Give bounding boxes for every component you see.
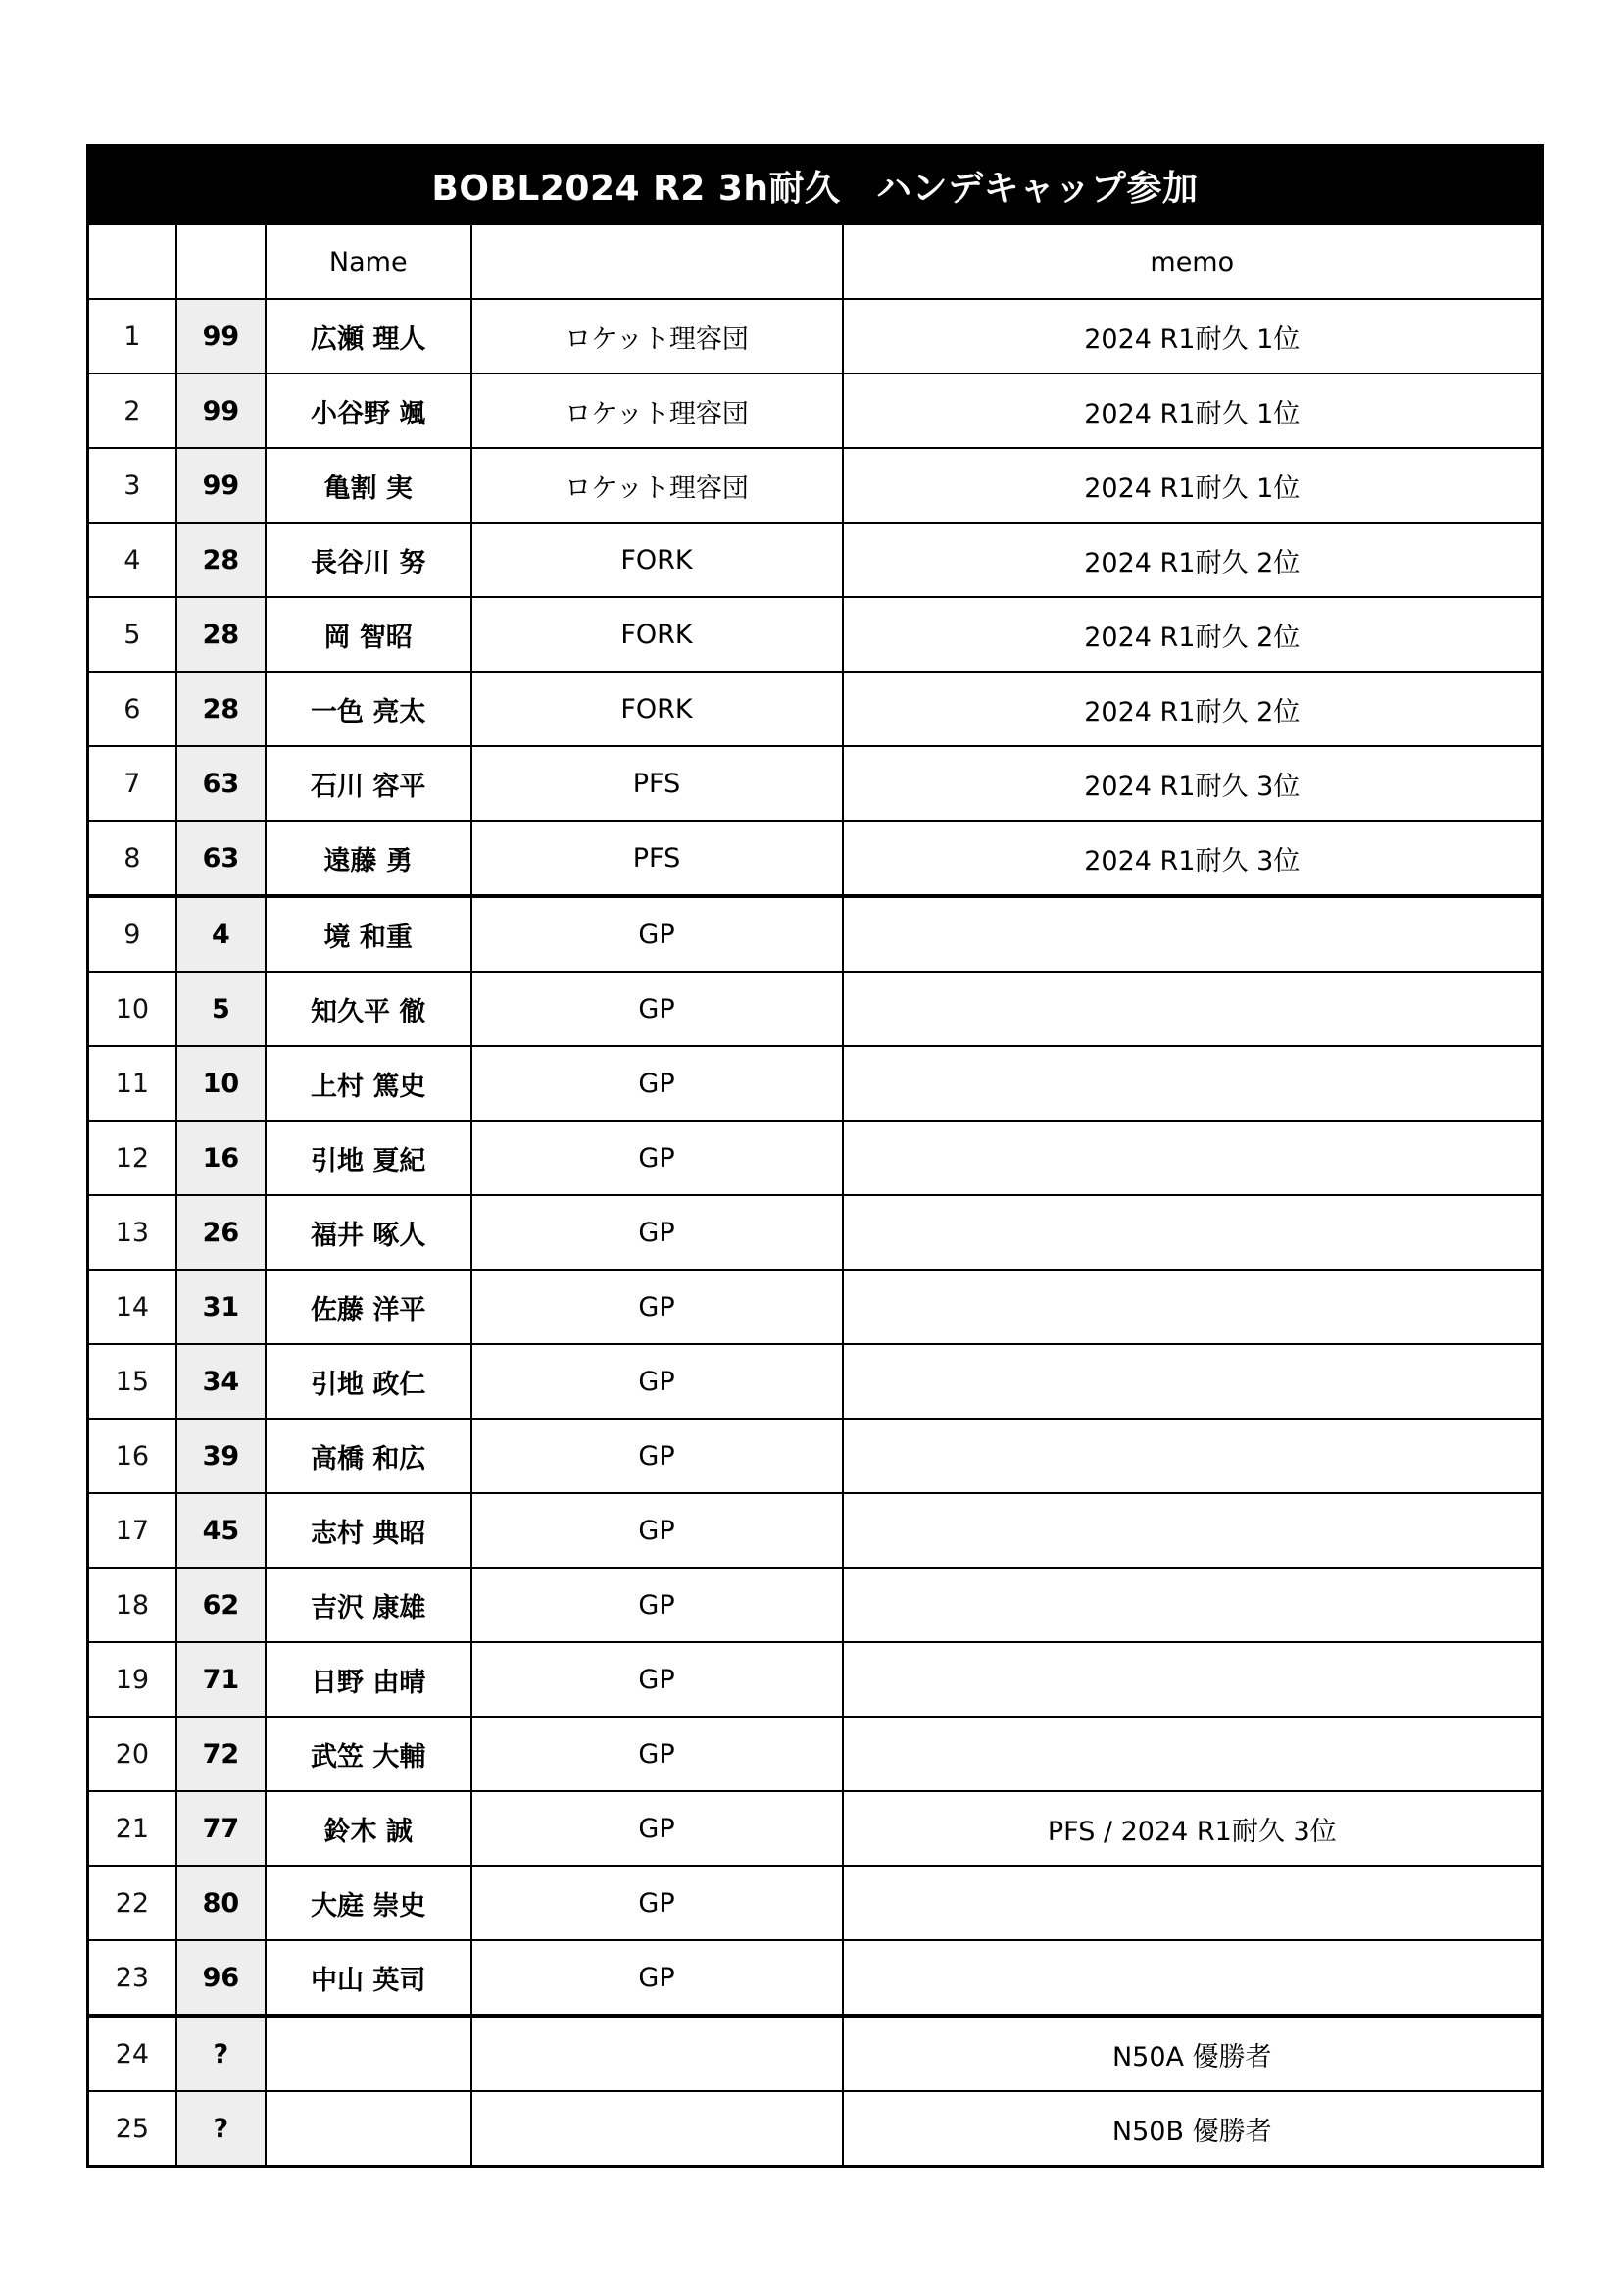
row-index: 3 (88, 448, 176, 523)
table-row (88, 1195, 1543, 1270)
table-row (88, 1046, 1543, 1121)
row-memo (843, 1866, 1543, 1940)
row-name: 上村 篤史 (266, 1046, 471, 1121)
table-row (88, 1493, 1543, 1568)
table-row (88, 672, 1543, 746)
row-number: 45 (176, 1493, 266, 1568)
document-title: BOBL2024 R2 3h耐久 ハンデキャップ参加 (88, 146, 1543, 225)
row-team: GP (471, 1940, 843, 2016)
row-team: GP (471, 1121, 843, 1195)
row-memo (843, 1046, 1543, 1121)
row-name: 境 和重 (266, 896, 471, 972)
row-index: 4 (88, 523, 176, 597)
row-number: 4 (176, 896, 266, 972)
row-name: 志村 典昭 (266, 1493, 471, 1568)
row-memo: N50B 優勝者 (843, 2091, 1543, 2167)
row-name: 武笠 大輔 (266, 1717, 471, 1791)
row-number: 99 (176, 299, 266, 374)
row-name: 一色 亮太 (266, 672, 471, 746)
table-row (88, 374, 1543, 448)
table-row (88, 597, 1543, 672)
row-index: 7 (88, 746, 176, 821)
row-number: 28 (176, 597, 266, 672)
row-memo (843, 1419, 1543, 1493)
row-memo (843, 1195, 1543, 1270)
entry-list-table (86, 144, 1544, 2168)
row-memo (843, 1270, 1543, 1344)
row-name: 吉沢 康雄 (266, 1568, 471, 1642)
table-row (88, 523, 1543, 597)
table-row (88, 1866, 1543, 1940)
row-number: 31 (176, 1270, 266, 1344)
row-index: 23 (88, 1940, 176, 2016)
row-number: ? (176, 2091, 266, 2167)
row-number: 99 (176, 448, 266, 523)
row-memo (843, 1121, 1543, 1195)
row-team: ロケット理容団 (471, 374, 843, 448)
row-index: 6 (88, 672, 176, 746)
row-index: 15 (88, 1344, 176, 1419)
row-index: 22 (88, 1866, 176, 1940)
table-row (88, 1717, 1543, 1791)
row-team: GP (471, 1493, 843, 1568)
row-memo: N50A 優勝者 (843, 2016, 1543, 2091)
row-number: 28 (176, 523, 266, 597)
row-team: GP (471, 896, 843, 972)
row-index: 19 (88, 1642, 176, 1717)
row-name: 知久平 徹 (266, 972, 471, 1046)
table-row (88, 1940, 1543, 2016)
row-team: GP (471, 1419, 843, 1493)
table-row (88, 1791, 1543, 1866)
row-name: 岡 智昭 (266, 597, 471, 672)
row-team (471, 2091, 843, 2167)
row-name: 引地 政仁 (266, 1344, 471, 1419)
row-index: 17 (88, 1493, 176, 1568)
row-index: 25 (88, 2091, 176, 2167)
row-number: 26 (176, 1195, 266, 1270)
row-team: ロケット理容団 (471, 299, 843, 374)
row-team: FORK (471, 672, 843, 746)
row-name: 日野 由晴 (266, 1642, 471, 1717)
column-header-row (88, 225, 1543, 299)
header-team (471, 225, 843, 299)
row-name: 小谷野 颯 (266, 374, 471, 448)
header-number (176, 225, 266, 299)
row-team: FORK (471, 597, 843, 672)
row-index: 5 (88, 597, 176, 672)
row-memo: 2024 R1耐久 1位 (843, 374, 1543, 448)
row-memo: 2024 R1耐久 1位 (843, 448, 1543, 523)
row-memo (843, 1568, 1543, 1642)
row-number: 34 (176, 1344, 266, 1419)
table-row (88, 1344, 1543, 1419)
header-name: Name (266, 225, 471, 299)
table-row (88, 299, 1543, 374)
row-name: 大庭 崇史 (266, 1866, 471, 1940)
row-index: 21 (88, 1791, 176, 1866)
row-index: 11 (88, 1046, 176, 1121)
row-number: 28 (176, 672, 266, 746)
row-number: 62 (176, 1568, 266, 1642)
row-team: GP (471, 1344, 843, 1419)
row-number: 63 (176, 821, 266, 896)
row-index: 18 (88, 1568, 176, 1642)
row-team: GP (471, 1568, 843, 1642)
row-team: GP (471, 1642, 843, 1717)
row-memo: 2024 R1耐久 2位 (843, 672, 1543, 746)
row-index: 9 (88, 896, 176, 972)
table-row (88, 746, 1543, 821)
row-team: FORK (471, 523, 843, 597)
table-row (88, 821, 1543, 896)
table-row (88, 1121, 1543, 1195)
table-row (88, 1568, 1543, 1642)
row-memo: 2024 R1耐久 3位 (843, 821, 1543, 896)
row-index: 1 (88, 299, 176, 374)
row-index: 8 (88, 821, 176, 896)
row-number: 80 (176, 1866, 266, 1940)
table-row (88, 1270, 1543, 1344)
row-name (266, 2016, 471, 2091)
row-number: 5 (176, 972, 266, 1046)
row-index: 12 (88, 1121, 176, 1195)
entry-rows (88, 299, 1543, 2167)
header-index (88, 225, 176, 299)
row-index: 2 (88, 374, 176, 448)
row-name: 高橋 和広 (266, 1419, 471, 1493)
table-row (88, 448, 1543, 523)
row-team (471, 2016, 843, 2091)
row-number: 72 (176, 1717, 266, 1791)
table-row (88, 1419, 1543, 1493)
row-team: GP (471, 1270, 843, 1344)
row-memo: 2024 R1耐久 2位 (843, 523, 1543, 597)
row-team: GP (471, 1717, 843, 1791)
table-row (88, 1642, 1543, 1717)
row-memo (843, 1642, 1543, 1717)
row-team: PFS (471, 821, 843, 896)
row-number: 77 (176, 1791, 266, 1866)
row-memo (843, 972, 1543, 1046)
row-team: GP (471, 1046, 843, 1121)
row-index: 10 (88, 972, 176, 1046)
row-memo: 2024 R1耐久 3位 (843, 746, 1543, 821)
row-index: 14 (88, 1270, 176, 1344)
row-name: 中山 英司 (266, 1940, 471, 2016)
row-memo (843, 896, 1543, 972)
row-name: 佐藤 洋平 (266, 1270, 471, 1344)
row-memo (843, 1344, 1543, 1419)
row-name: 遠藤 勇 (266, 821, 471, 896)
table-row (88, 972, 1543, 1046)
table-row (88, 896, 1543, 972)
row-memo: PFS / 2024 R1耐久 3位 (843, 1791, 1543, 1866)
row-team: PFS (471, 746, 843, 821)
row-number: 96 (176, 1940, 266, 2016)
row-name: 福井 啄人 (266, 1195, 471, 1270)
row-memo (843, 1940, 1543, 2016)
row-name (266, 2091, 471, 2167)
row-memo (843, 1717, 1543, 1791)
row-index: 16 (88, 1419, 176, 1493)
row-name: 広瀬 理人 (266, 299, 471, 374)
row-name: 石川 容平 (266, 746, 471, 821)
row-team: GP (471, 1866, 843, 1940)
row-index: 20 (88, 1717, 176, 1791)
row-index: 13 (88, 1195, 176, 1270)
row-number: 39 (176, 1419, 266, 1493)
row-memo: 2024 R1耐久 1位 (843, 299, 1543, 374)
row-number: 71 (176, 1642, 266, 1717)
header-memo: memo (843, 225, 1543, 299)
row-number: 63 (176, 746, 266, 821)
row-name: 亀割 実 (266, 448, 471, 523)
row-name: 引地 夏紀 (266, 1121, 471, 1195)
row-number: ? (176, 2016, 266, 2091)
row-team: GP (471, 1791, 843, 1866)
row-team: GP (471, 1195, 843, 1270)
row-number: 99 (176, 374, 266, 448)
row-memo: 2024 R1耐久 2位 (843, 597, 1543, 672)
row-number: 10 (176, 1046, 266, 1121)
table-row (88, 2091, 1543, 2167)
table-row (88, 2016, 1543, 2091)
row-team: ロケット理容団 (471, 448, 843, 523)
row-number: 16 (176, 1121, 266, 1195)
row-memo (843, 1493, 1543, 1568)
row-name: 長谷川 努 (266, 523, 471, 597)
row-team: GP (471, 972, 843, 1046)
row-name: 鈴木 誠 (266, 1791, 471, 1866)
row-index: 24 (88, 2016, 176, 2091)
